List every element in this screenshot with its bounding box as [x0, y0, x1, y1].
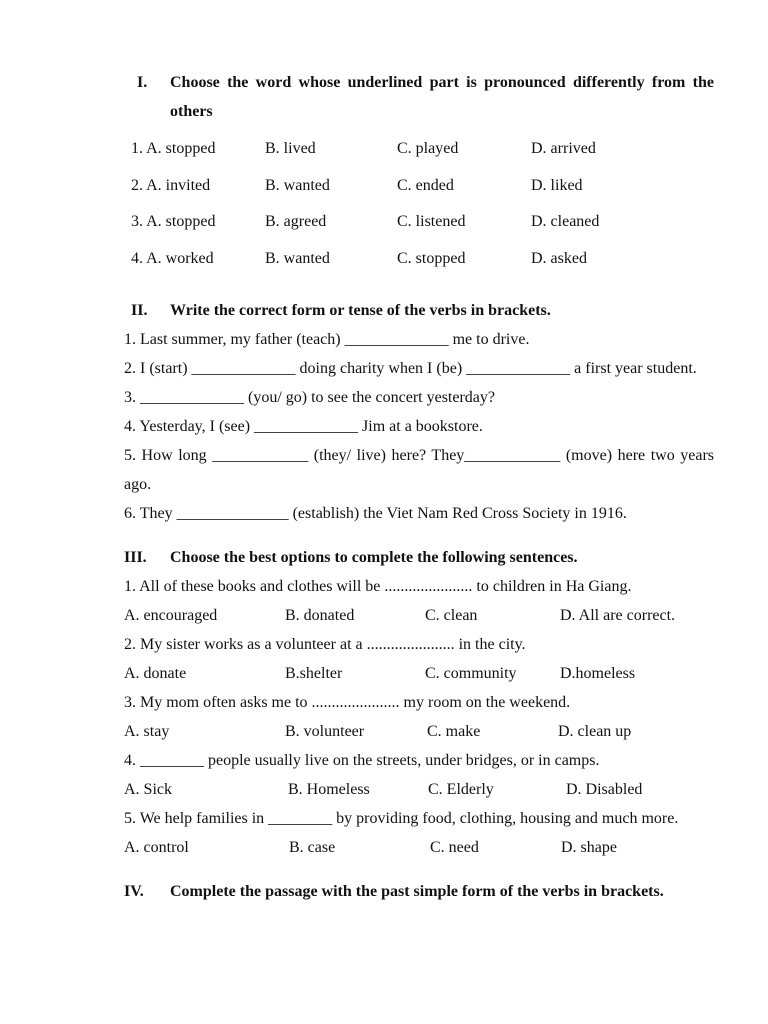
- s3-q2-option-c: C. community: [425, 665, 517, 682]
- section-3-roman: III.: [124, 549, 147, 566]
- s3-q5-option-d: D. shape: [561, 839, 617, 856]
- section-1-title-line1: Choose the word whose underlined part is pronounced differently from the: [170, 74, 714, 91]
- s3-q1-option-c: C. clean: [425, 607, 478, 624]
- s1-q3-option-a: 3. A. stopped: [131, 213, 216, 230]
- section-3-title: Choose the best options to complete the following sentences.: [170, 549, 578, 566]
- s3-q4-option-a: A. Sick: [124, 781, 172, 798]
- section-4-title: Complete the passage with the past simple form of the verbs in brackets.: [170, 883, 664, 900]
- s1-q3-option-b: B. agreed: [265, 213, 327, 230]
- s1-q1-option-d: D. arrived: [531, 140, 596, 157]
- s2-line-3: 3. _____________ (you/ go) to see the concert yesterday?: [124, 389, 496, 406]
- s3-q4-option-c: C. Elderly: [428, 781, 494, 798]
- section-4-roman: IV.: [124, 883, 144, 900]
- s1-q1-option-a: 1. A. stopped: [131, 140, 216, 157]
- section-2-roman: II.: [131, 302, 148, 319]
- s1-q4-option-b: B. wanted: [265, 250, 330, 267]
- s3-q3-stem: 3. My mom often asks me to ...................... my room on the weekend.: [124, 694, 571, 711]
- section-1-title-line2: others: [170, 103, 213, 120]
- s3-q5-option-a: A. control: [124, 839, 189, 856]
- s3-q1-stem: 1. All of these books and clothes will be ...................... to children in Ha Giang.: [124, 578, 632, 595]
- s3-q5-option-b: B. case: [289, 839, 336, 856]
- s2-line-2: 2. I (start) _____________ doing charity when I (be) _____________ a first year student.: [124, 360, 697, 377]
- s1-q4-option-c: C. stopped: [397, 250, 466, 267]
- s2-line-4: 4. Yesterday, I (see) _____________ Jim at a bookstore.: [124, 418, 483, 435]
- s3-q2-option-a: A. donate: [124, 665, 187, 682]
- s3-q5-option-c: C. need: [430, 839, 479, 856]
- s1-q3-option-d: D. cleaned: [531, 213, 600, 230]
- s1-q4-option-d: D. asked: [531, 250, 587, 267]
- s3-q1-option-a: A. encouraged: [124, 607, 218, 624]
- s1-q4-option-a: 4. A. worked: [131, 250, 214, 267]
- s1-q2-option-b: B. wanted: [265, 177, 330, 194]
- s1-q3-option-c: C. listened: [397, 213, 466, 230]
- s1-q2-option-d: D. liked: [531, 177, 583, 194]
- section-2-title: Write the correct form or tense of the verbs in brackets.: [170, 302, 551, 319]
- s3-q5-stem: 5. We help families in ________ by providing food, clothing, housing and much more.: [124, 810, 679, 827]
- s3-q4-option-d: D. Disabled: [566, 781, 643, 798]
- s3-q2-stem: 2. My sister works as a volunteer at a ...................... in the city.: [124, 636, 526, 653]
- s3-q4-stem: 4. ________ people usually live on the streets, under bridges, or in camps.: [124, 752, 600, 769]
- section-1-roman: I.: [137, 74, 148, 91]
- s3-q1-option-b: B. donated: [285, 607, 355, 624]
- s2-line-5: 5. How long ____________ (they/ live) here? They____________ (move) here two years: [124, 447, 714, 464]
- s3-q3-option-c: C. make: [427, 723, 481, 740]
- s2-line-1: 1. Last summer, my father (teach) _____________ me to drive.: [124, 331, 530, 348]
- s3-q4-option-b: B. Homeless: [288, 781, 370, 798]
- s3-q1-option-d: D. All are correct.: [560, 607, 676, 624]
- s2-line-5-cont: ago.: [124, 476, 152, 493]
- s1-q1-option-c: C. played: [397, 140, 459, 157]
- s3-q3-option-b: B. volunteer: [285, 723, 365, 740]
- s1-q2-option-a: 2. A. invited: [131, 177, 211, 194]
- s1-q1-option-b: B. lived: [265, 140, 316, 157]
- s2-line-6: 6. They ______________ (establish) the Viet Nam Red Cross Society in 1916.: [124, 505, 627, 522]
- s3-q3-option-a: A. stay: [124, 723, 170, 740]
- s1-q2-option-c: C. ended: [397, 177, 454, 194]
- s3-q2-option-b: B.shelter: [285, 665, 343, 682]
- s3-q3-option-d: D. clean up: [558, 723, 632, 740]
- s3-q2-option-d: D.homeless: [560, 665, 636, 682]
